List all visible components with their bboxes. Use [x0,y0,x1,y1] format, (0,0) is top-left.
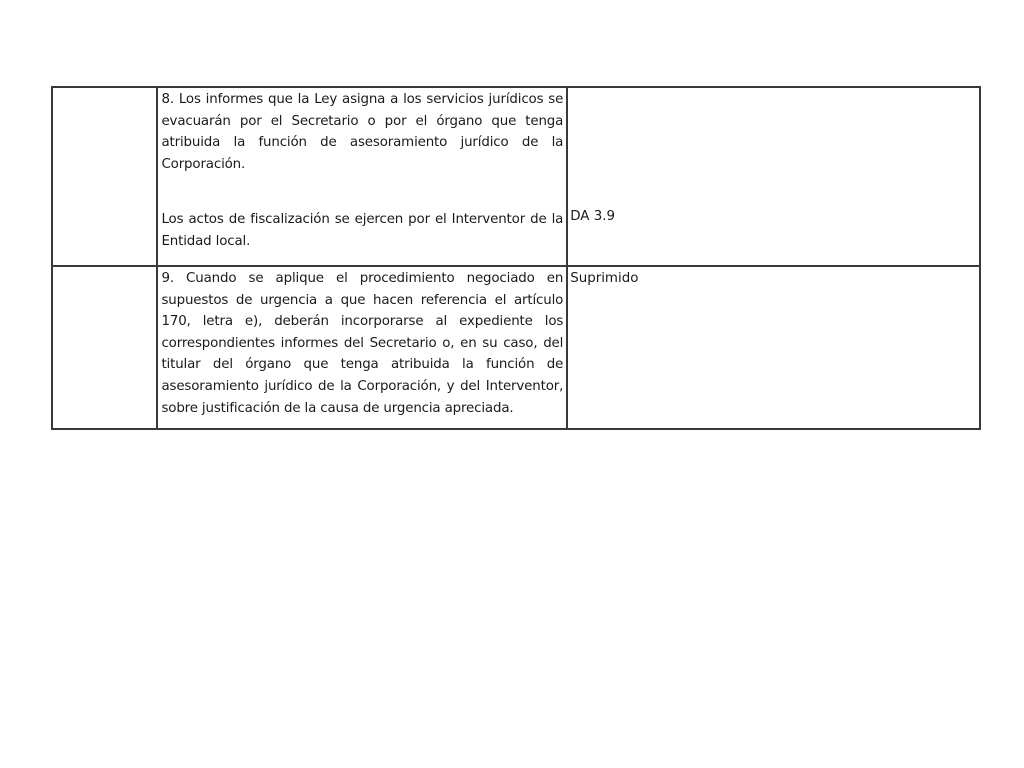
status-label: Suprimido [570,271,639,286]
paragraph-spacer [161,175,563,209]
table-row [52,87,980,266]
table-row [52,266,980,429]
legal-comparison-table [51,86,981,430]
table-cell-article-text [157,266,567,429]
paragraph-9: 9. Cuando se aplique el procedimiento negociado en supuestos de urgencia a que hacen referencia el artículo 170, letra e), deberán incorporarse al expediente los correspondientes informes del Secretario o, en su caso, del titular del órgano que tenga atribuida la función de asesoramiento jurídico de la Corporación, y del Interventor, sobre justificación de la causa de urgencia apreciada. [161,271,564,416]
table-cell-article-text [157,87,567,266]
table-cell-empty [52,266,157,429]
reference-label: DA 3.9 [570,209,616,224]
paragraph-8-fiscalizacion: Los actos de fiscalización se ejercen por el Interventor de la Entidad local. [161,212,564,249]
table-cell-reference [567,87,980,266]
table-cell-reference [567,266,980,429]
table-cell-empty [52,87,157,266]
paragraph-8: 8. Los informes que la Ley asigna a los servicios jurídicos se evacuarán por el Secretario o por el órgano que tenga atribuida la función de asesoramiento jurídico de la Corporación. [161,92,564,172]
